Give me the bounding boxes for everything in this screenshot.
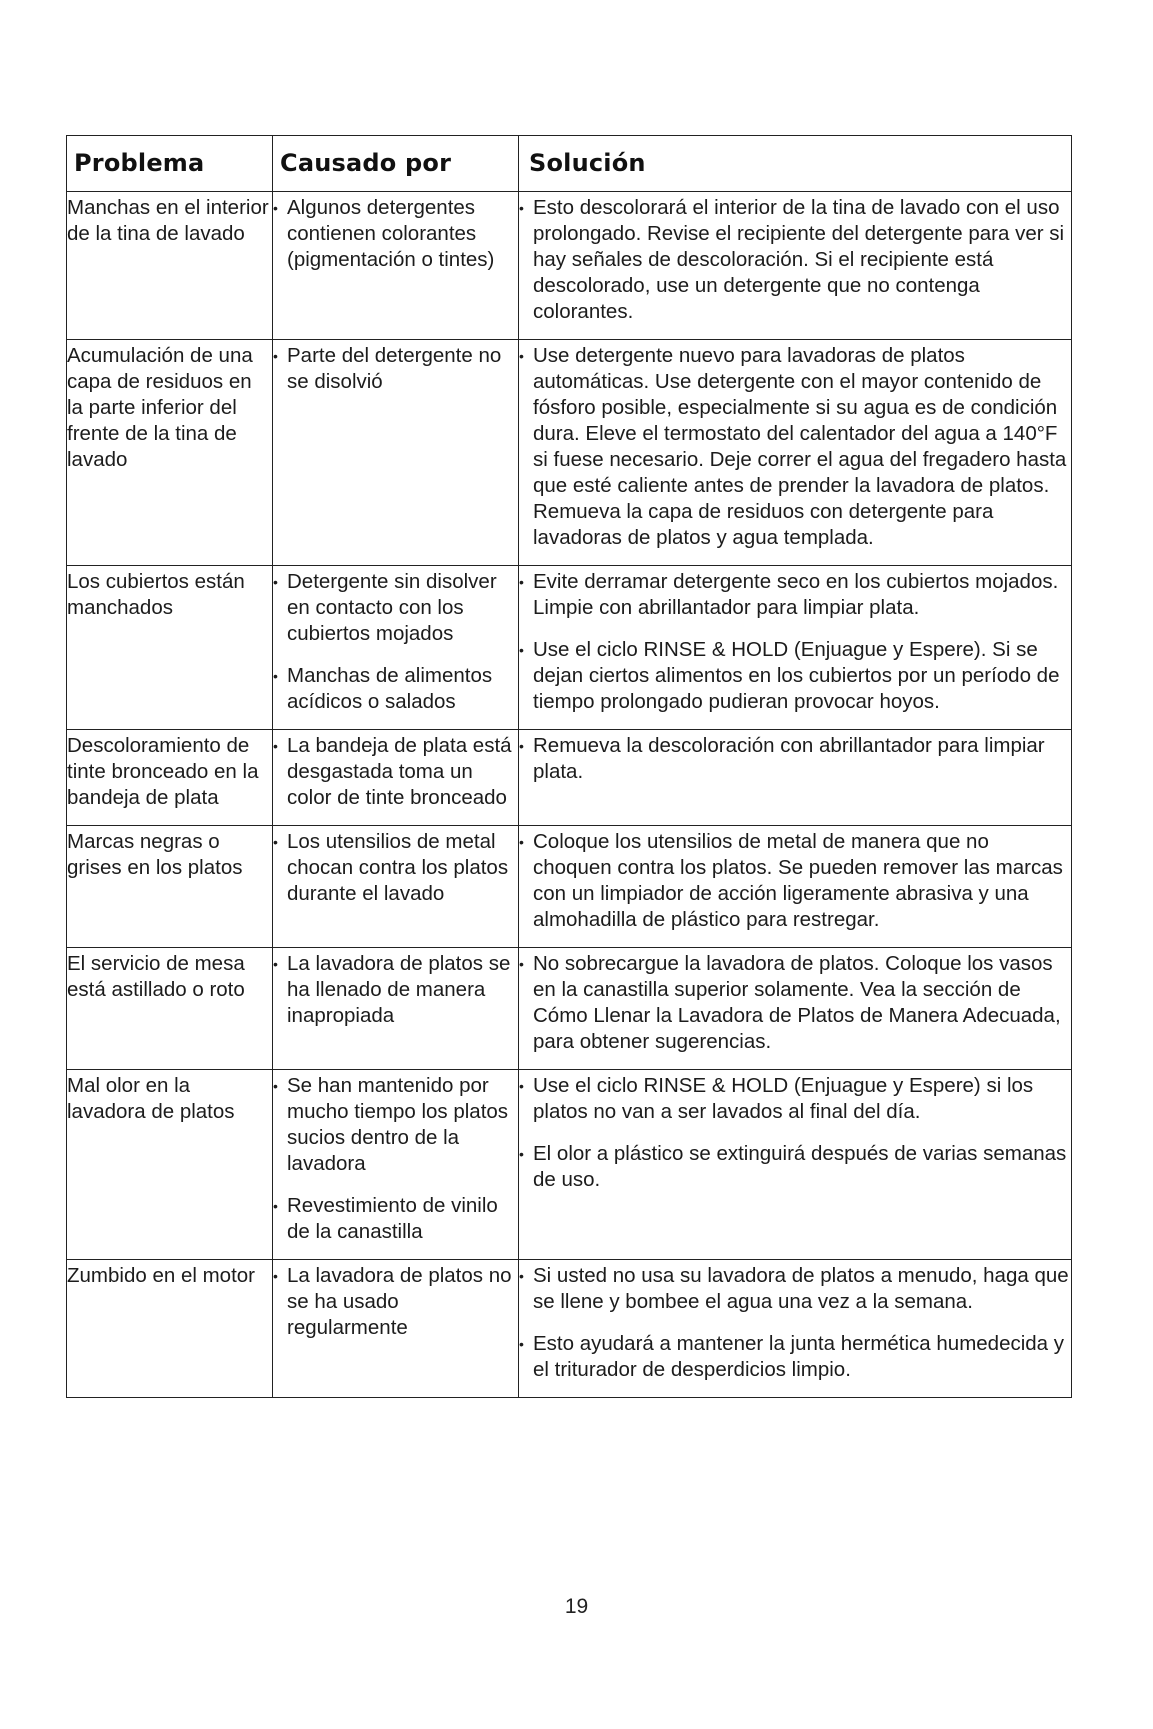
solution-item <box>519 951 1071 1055</box>
solution-item <box>519 733 1071 785</box>
table-row <box>67 566 1072 730</box>
cause-cell <box>273 1070 519 1260</box>
problem-column-header: Problema <box>67 136 273 192</box>
bullet-marker: • <box>519 574 524 590</box>
bullet-marker: • <box>519 642 524 658</box>
solution-column-header: Solución <box>519 136 1072 192</box>
cause-text: La lavadora de platos se ha llenado de manera inapropiada <box>287 952 511 1027</box>
table-row <box>67 340 1072 566</box>
solution-text: Use detergente nuevo para lavadoras de platos automáticas. Use detergente con el mayor contenido de fósforo posible, especialmente si su agua es de condición dura. Eleve el termostato del calentador del agua a 140°F si fuese necesario. Deje correr el agua del fregadero hasta que esté caliente antes de prender la lavadora de platos. Remueva la capa de residuos con detergente para lavadoras de platos y agua templada. <box>533 344 1067 549</box>
table-row <box>67 826 1072 948</box>
problem-cell: El servicio de mesa está astillado o roto <box>67 948 273 1070</box>
solution-cell <box>519 1070 1072 1260</box>
cause-text: Manchas de alimentos acídicos o salados <box>287 664 493 713</box>
solution-text: Use el ciclo RINSE & HOLD (Enjuague y Espere) si los platos no van a ser lavados al final del día. <box>533 1074 1034 1123</box>
header-row <box>67 136 1072 192</box>
cause-item <box>273 569 518 647</box>
page-number: 19 <box>564 1595 589 1618</box>
cause-item <box>273 663 518 715</box>
solution-text: Use el ciclo RINSE & HOLD (Enjuague y Espere). Si se dejan ciertos alimentos en los cubiertos por un período de tiempo prolongado pudieran provocar hoyos. <box>533 638 1060 713</box>
problem-cell: Manchas en el interior de la tina de lavado <box>67 192 273 340</box>
problem-cell: Mal olor en la lavadora de platos <box>67 1070 273 1260</box>
table-row <box>67 1260 1072 1398</box>
cause-item <box>273 829 518 907</box>
table-row <box>67 1070 1072 1260</box>
problem-cell: Zumbido en el motor <box>67 1260 273 1398</box>
bullet-marker: • <box>519 956 524 972</box>
cause-text: Parte del detergente no se disolvió <box>287 344 502 393</box>
bullet-marker: • <box>519 348 524 364</box>
cause-cell <box>273 948 519 1070</box>
bullet-marker: • <box>519 200 524 216</box>
table-body <box>67 192 1072 1398</box>
solution-cell <box>519 826 1072 948</box>
solution-cell <box>519 1260 1072 1398</box>
solution-cell <box>519 730 1072 826</box>
cause-cell <box>273 1260 519 1398</box>
solution-cell <box>519 948 1072 1070</box>
table-row <box>67 730 1072 826</box>
bullet-marker: • <box>273 834 278 850</box>
cause-text: Se han mantenido por mucho tiempo los platos sucios dentro de la lavadora <box>287 1074 509 1175</box>
problem-cell: Los cubiertos están manchados <box>67 566 273 730</box>
table-header <box>67 136 1072 192</box>
bullet-marker: • <box>273 200 278 216</box>
cause-cell <box>273 730 519 826</box>
cause-cell <box>273 566 519 730</box>
solution-cell <box>519 566 1072 730</box>
bullet-marker: • <box>273 956 278 972</box>
cause-text: Detergente sin disolver en contacto con los cubiertos mojados <box>287 570 497 645</box>
solution-text: Esto ayudará a mantener la junta hermética humedecida y el triturador de desperdicios limpio. <box>533 1332 1065 1381</box>
table-row <box>67 192 1072 340</box>
bullet-marker: • <box>519 1146 524 1162</box>
bullet-marker: • <box>273 348 278 364</box>
bullet-marker: • <box>519 738 524 754</box>
cause-cell <box>273 192 519 340</box>
solution-item <box>519 637 1071 715</box>
solution-item <box>519 1073 1071 1125</box>
bullet-marker: • <box>273 738 278 754</box>
cause-column-header: Causado por <box>273 136 519 192</box>
problem-cell: Acumulación de una capa de residuos en la parte inferior del frente de la tina de lavado <box>67 340 273 566</box>
solution-item <box>519 343 1071 551</box>
solution-text: Si usted no usa su lavadora de platos a menudo, haga que se llene y bombee el agua una vez a la semana. <box>533 1264 1069 1313</box>
solution-text: Esto descolorará el interior de la tina de lavado con el uso prolongado. Revise el recipiente del detergente para ver si hay señales de descoloración. Si el recipiente está descolorado, use un detergente que no contenga colorantes. <box>533 196 1065 323</box>
cause-item <box>273 1193 518 1245</box>
table-row <box>67 948 1072 1070</box>
troubleshooting-table <box>66 135 1072 1398</box>
bullet-marker: • <box>519 1268 524 1284</box>
bullet-marker: • <box>273 574 278 590</box>
solution-text: Remueva la descoloración con abrillantador para limpiar plata. <box>533 734 1045 783</box>
solution-text: El olor a plástico se extinguirá después de varias semanas de uso. <box>533 1142 1067 1191</box>
cause-text: La bandeja de plata está desgastada toma un color de tinte bronceado <box>287 734 512 809</box>
bullet-marker: • <box>273 1268 278 1284</box>
solution-text: No sobrecargue la lavadora de platos. Coloque los vasos en la canastilla superior solamente. Vea la sección de Cómo Llenar la Lavadora de Platos de Manera Adecuada, para obtener sugerencias. <box>533 952 1061 1053</box>
cause-item <box>273 343 518 395</box>
solution-cell <box>519 340 1072 566</box>
solution-item <box>519 1263 1071 1315</box>
cause-cell <box>273 340 519 566</box>
solution-text: Evite derramar detergente seco en los cubiertos mojados. Limpie con abrillantador para limpiar plata. <box>533 570 1059 619</box>
cause-cell <box>273 826 519 948</box>
problem-cell: Marcas negras o grises en los platos <box>67 826 273 948</box>
cause-item <box>273 733 518 811</box>
cause-item <box>273 1073 518 1177</box>
bullet-marker: • <box>273 1078 278 1094</box>
solution-item <box>519 829 1071 933</box>
solution-cell <box>519 192 1072 340</box>
bullet-marker: • <box>519 1336 524 1352</box>
solution-item <box>519 1141 1071 1193</box>
solution-item <box>519 569 1071 621</box>
bullet-marker: • <box>519 1078 524 1094</box>
solution-item <box>519 195 1071 325</box>
bullet-marker: • <box>519 834 524 850</box>
cause-text: La lavadora de platos no se ha usado regularmente <box>287 1264 512 1339</box>
cause-text: Algunos detergentes contienen colorantes (pigmentación o tintes) <box>287 196 495 271</box>
cause-text: Los utensilios de metal chocan contra los platos durante el lavado <box>287 830 509 905</box>
cause-item <box>273 1263 518 1341</box>
solution-text: Coloque los utensilios de metal de manera que no choquen contra los platos. Se pueden remover las marcas con un limpiador de acción ligeramente abrasiva y una almohadilla de plástico para restregar. <box>533 830 1063 931</box>
cause-item <box>273 951 518 1029</box>
problem-cell: Descoloramiento de tinte bronceado en la bandeja de plata <box>67 730 273 826</box>
cause-item <box>273 195 518 273</box>
cause-text: Revestimiento de vinilo de la canastilla <box>287 1194 498 1243</box>
bullet-marker: • <box>273 668 278 684</box>
bullet-marker: • <box>273 1198 278 1214</box>
solution-item <box>519 1331 1071 1383</box>
